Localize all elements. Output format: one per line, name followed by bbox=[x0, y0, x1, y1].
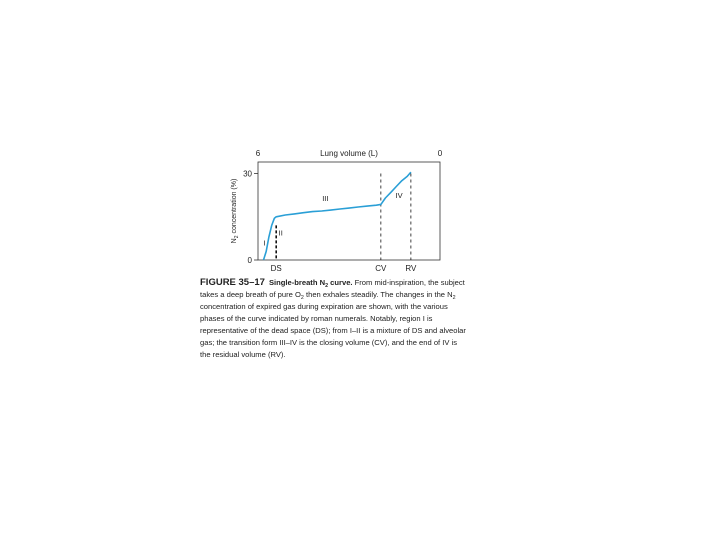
figure bbox=[196, 140, 476, 390]
caption-subscript-1: 2 bbox=[300, 295, 304, 301]
caption-text-2: then exhales steadily. The changes in the N bbox=[303, 290, 453, 299]
marker-label: DS bbox=[270, 264, 282, 273]
n2-curve-chart bbox=[196, 140, 476, 275]
figure-caption bbox=[200, 277, 468, 361]
plot-frame bbox=[258, 162, 440, 260]
figure-title-text: Single-breath N bbox=[268, 278, 326, 287]
figure-title bbox=[269, 278, 353, 287]
figure-title-end: curve. bbox=[328, 278, 353, 287]
caption-subscript-2: 2 bbox=[452, 295, 456, 301]
figure-title-subscript: 2 bbox=[325, 283, 329, 289]
phase-label: IV bbox=[395, 191, 403, 201]
y-tick-label: 30 bbox=[243, 169, 252, 179]
phase-label: I bbox=[263, 238, 266, 248]
y-axis-label: $N_2$ concentration (%) bbox=[231, 178, 240, 244]
caption-text-3: concentration of expired gas during expiration are shown, with the various phases of the curve indicated by roman numerals. Notably, region I is representative of the dead space (DS); from I–II is a mixture of DS and alveolar gas; the transition form III–IV is the closing volume (CV), and the end of IV is the residual volume (RV). bbox=[200, 302, 466, 359]
figure-label: FIGURE 35–17 bbox=[200, 277, 265, 288]
caption-text-1: From mid-inspiration, the subject takes a deep breath of pure O bbox=[200, 278, 465, 299]
n2-curve-line bbox=[264, 172, 411, 260]
x-tick-left: 6 bbox=[255, 149, 261, 158]
marker-label: CV bbox=[375, 264, 387, 273]
phase-label: II bbox=[278, 228, 283, 238]
x-axis-label: Lung volume (L) bbox=[320, 149, 378, 158]
phase-label: III bbox=[322, 193, 329, 203]
marker-label: RV bbox=[405, 264, 417, 273]
y-tick-label: 0 bbox=[247, 256, 252, 265]
x-tick-right: 0 bbox=[437, 149, 443, 158]
